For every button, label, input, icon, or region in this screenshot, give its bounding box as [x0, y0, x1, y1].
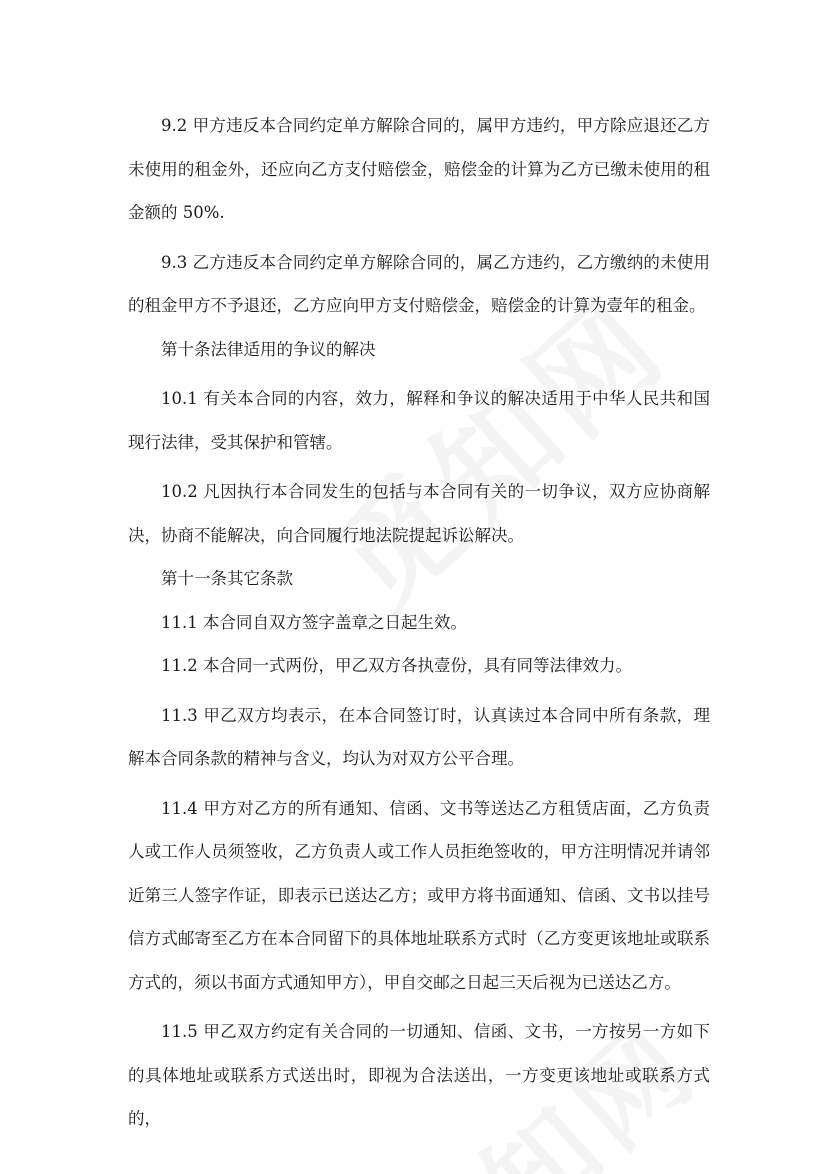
- clause-11-3: 11.3 甲乙双方均表示，在本合同签订时，认真读过本合同中所有条款，理解本合同条款的精神与含义，均认为对双方公平合理。: [128, 705, 710, 768]
- article-10-heading: 第十条法律适用的争议的解决: [161, 339, 376, 359]
- clause-11-2: 11.2 本合同一式两份，甲乙双方各执壹份，具有同等法律效力。: [161, 656, 632, 675]
- clause-11-5: 11.5 甲乙双方约定有关合同的一切通知、信函、文书，一方按另一方如下的具体地址或联系方式送出时，即视为合法送出，一方变更该地址或联系方式的，: [128, 1022, 710, 1128]
- clause-11-1: 11.1 本合同自双方签字盖章之日起生效。: [161, 612, 467, 632]
- clause-9-3: 9.3 乙方违反本合同约定单方解除合同的，属乙方违约，乙方缴纳的未使用的租金甲方不予退还，乙方应向甲方支付赔偿金，赔偿金的计算为壹年的租金。: [128, 252, 710, 315]
- clause-11-4: 11.4 甲方对乙方的所有通知、信函、文书等送达乙方租赁店面，乙方负责人或工作人员须签收，乙方负责人或工作人员拒绝签收的，甲方注明情况并请邻近第三人签字作证，即表示已送达乙方；或甲方将书面通知、信函、文书以挂号信方式邮寄至乙方在本合同留下的具体地址联系方式时（乙方变更该地址或联系方式的，须以书面方式通知甲方），甲自交邮之日起三天后视为已送达乙方。: [128, 798, 710, 992]
- clause-10-2: 10.2 凡因执行本合同发生的包括与本合同有关的一切争议，双方应协商解决，协商不能解决，向合同履行地法院提起诉讼解决。: [128, 482, 710, 545]
- clause-10-1: 10.1 有关本合同的内容，效力，解释和争议的解决适用于中华人民共和国现行法律，受其保护和管辖。: [128, 389, 710, 452]
- clause-9-2: 9.2 甲方违反本合同约定单方解除合同的，属甲方违约，甲方除应退还乙方未使用的租金外，还应向乙方支付赔偿金，赔偿金的计算为乙方已缴未使用的租金额的 50%.: [128, 116, 710, 222]
- article-11-heading: 第十一条其它条款: [161, 569, 293, 588]
- document-body: [128, 104, 710, 1141]
